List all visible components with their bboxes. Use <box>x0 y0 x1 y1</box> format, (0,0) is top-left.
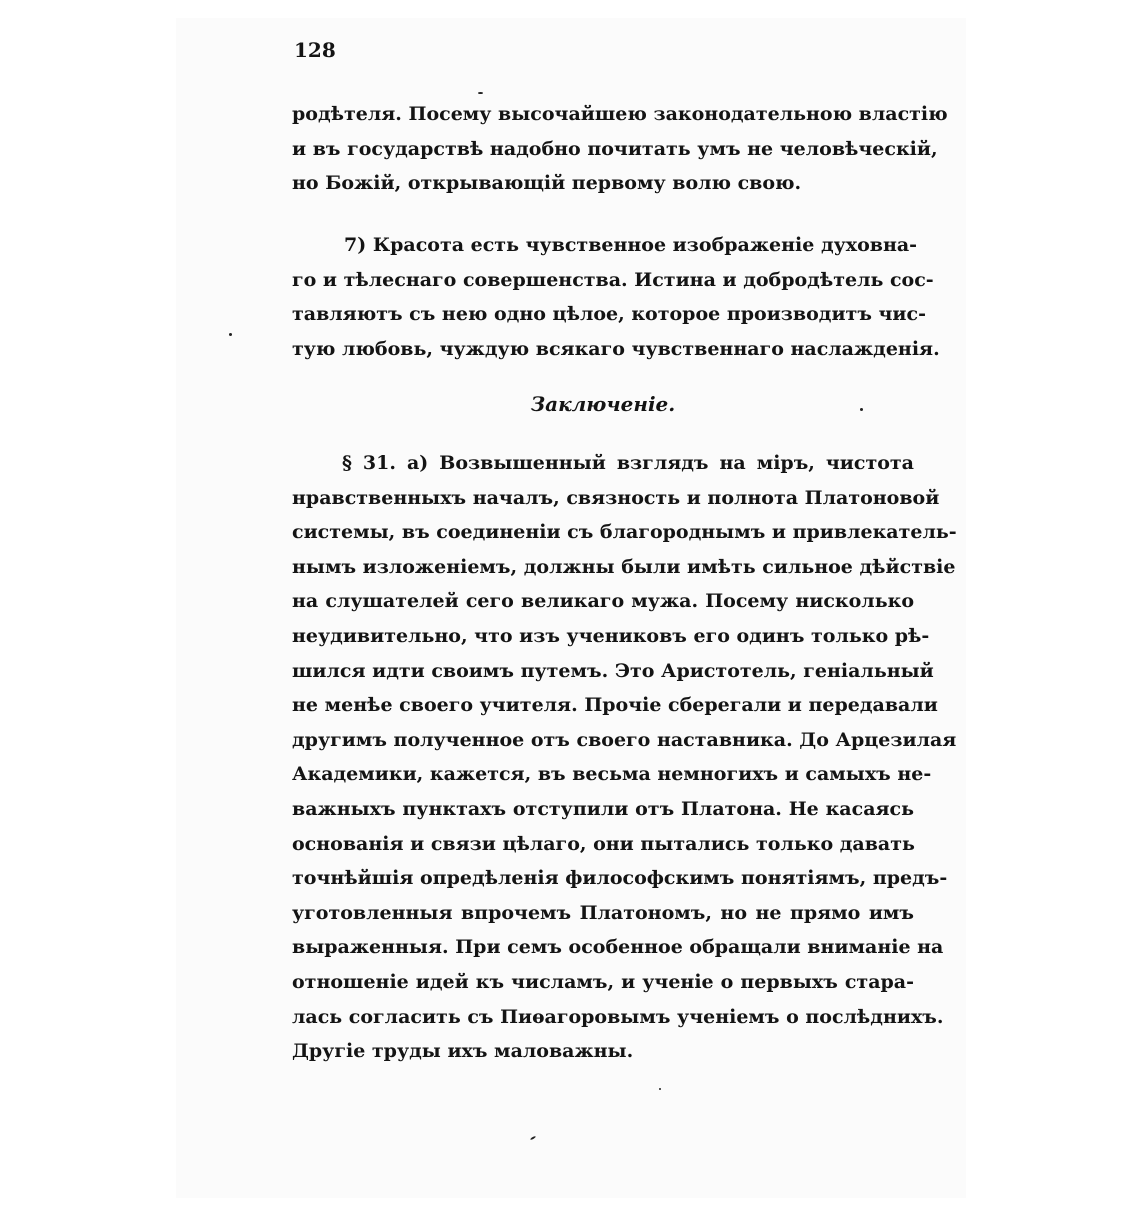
text-line: отношеніе идей къ числамъ, и ученіе о первыхъ стара- <box>292 970 914 993</box>
text-line: лась согласить съ Пиѳагоровымъ ученіемъ о послѣднихъ. <box>292 1005 944 1028</box>
scan-speck <box>860 408 863 411</box>
text-line: Другіе труды ихъ маловажны. <box>292 1040 634 1063</box>
text-line: другимъ полученное отъ своего наставника. До Арцезилая <box>292 728 957 751</box>
text-line: не менѣе своего учителя. Прочіе сберегали и передавали <box>292 694 938 717</box>
text-line: важныхъ пунктахъ отступили отъ Платона. Не касаясь <box>292 797 914 820</box>
text-line: основанія и связи цѣлаго, они пытались только давать <box>292 832 915 855</box>
scan-speck <box>478 92 483 94</box>
text-line: § 31. а) Возвышенный взглядъ на міръ, чистота <box>342 452 914 474</box>
paragraph-2 <box>292 228 940 366</box>
text-line: неудивительно, что изъ учениковъ его одинъ только рѣ- <box>292 624 930 647</box>
page-number: 128 <box>294 38 336 62</box>
text-line: точнѣйшія опредѣленія философскимъ понятіямъ, предъ- <box>292 867 948 890</box>
paragraph-1 <box>292 97 948 201</box>
text-line: го и тѣлеснаго совершенства. Истина и добродѣтель сос- <box>292 268 934 291</box>
text-line: нравственныхъ началъ, связность и полнота Платоновой <box>292 486 940 509</box>
scan-speck <box>659 1088 661 1090</box>
paragraph-3 <box>292 446 957 1069</box>
text-line: тавляютъ съ нею одно цѣлое, которое производитъ чис- <box>292 303 926 326</box>
text-line: шился идти своимъ путемъ. Это Аристотель, геніальный <box>292 659 934 682</box>
text-line: Академики, кажется, въ весьма немногихъ и самыхъ не- <box>292 763 932 786</box>
text-line: родѣтеля. Посему высочайшею законодательною властію <box>292 103 948 125</box>
text-line: 7) Красота есть чувственное изображеніе духовна- <box>344 234 918 256</box>
text-line: уготовленныя впрочемъ Платономъ, но не прямо имъ <box>292 901 914 924</box>
text-line: но Божій, открывающій первому волю свою. <box>292 172 802 195</box>
text-line: системы, въ соединеніи съ благороднымъ и привлекатель- <box>292 521 957 544</box>
text-line: нымъ изложеніемъ, должны были имѣть сильное дѣйствіе <box>292 555 956 578</box>
text-line: выраженныя. При семъ особенное обращали вниманіе на <box>292 936 944 959</box>
text-line: тую любовь, чуждую всякаго чувственнаго наслажденія. <box>292 337 940 360</box>
text-line: на слушателей сего великаго мужа. Посему нисколько <box>292 590 914 613</box>
scan-speck <box>229 333 232 336</box>
section-heading: Заключеніе. <box>530 392 676 416</box>
text-line: и въ государствѣ надобно почитать умъ не человѣческій, <box>292 137 938 160</box>
